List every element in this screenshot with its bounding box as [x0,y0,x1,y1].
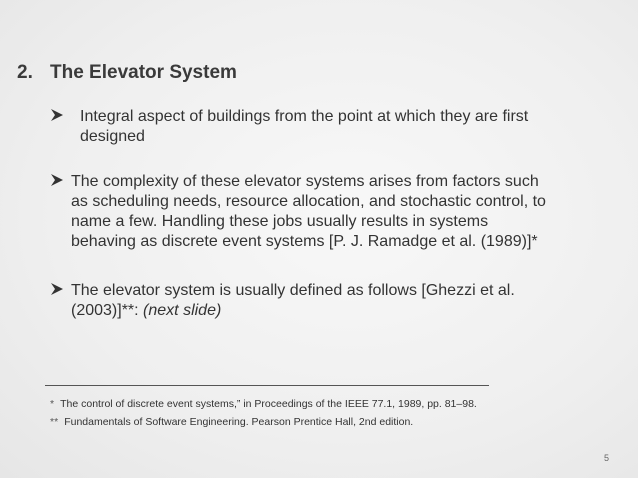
footnote-text: Fundamentals of Software Engineering. Pearson Prentice Hall, 2nd edition. [64,416,414,428]
footnote [50,398,477,410]
footnote-divider [45,385,489,386]
arrowhead-bullet-icon [50,173,64,187]
page-number: 5 [603,453,609,463]
arrowhead-bullet-icon [50,282,64,296]
bullet-text-main: The elevator system is usually defined as follows [Ghezzi et al. (2003)]**: [71,282,515,319]
title-text: The Elevator System [50,62,237,83]
bullet-text: Integral aspect of buildings from the point at which they are first designed [80,108,529,145]
bullet-text: The complexity of these elevator systems arises from factors such as scheduling needs, resource allocation, and stochastic control, to name a few. Handling these jobs usually results in systems behaving as discrete event systems [P. J. Ramadge et al. (1989)]* [71,173,546,250]
arrowhead-bullet-icon [50,108,64,122]
slide-title [17,62,237,84]
bullet-item [50,107,590,147]
footnote-mark: ** [50,416,59,428]
footnote-text: The control of discrete event systems,” in Proceedings of the IEEE 77.1, 1989, pp. 81–98. [60,398,477,410]
footnote-mark: * [50,398,55,410]
bullet-item [50,281,610,321]
bullet-text [71,281,610,321]
bullet-item [50,172,610,252]
footnote [50,416,413,428]
bullet-text-emphasis: (next slide) [143,302,222,319]
title-number: 2. [17,62,33,83]
